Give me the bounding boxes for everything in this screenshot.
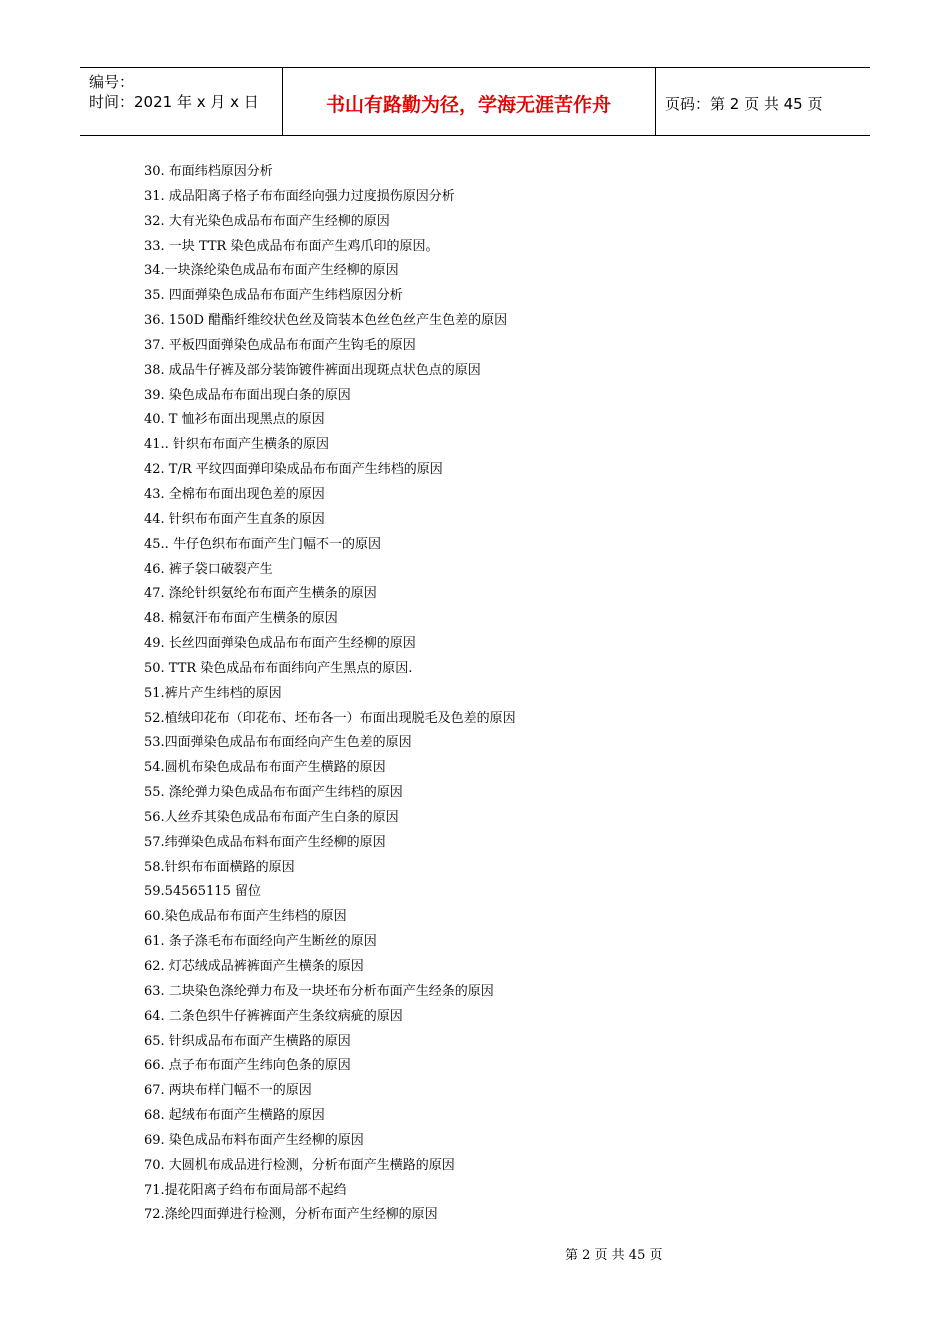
list-item: 57.纬弹染色成品布料布面产生经柳的原因 [144, 834, 386, 850]
list-item: 33. 一块 TTR 染色成品布布面产生鸡爪印的原因。 [144, 238, 439, 254]
list-item: 64. 二条色织牛仔裤裤面产生条纹病疵的原因 [144, 1008, 403, 1024]
list-item: 31. 成品阳离子格子布布面经向强力过度损伤原因分析 [144, 188, 455, 204]
list-item: 32. 大有光染色成品布布面产生经柳的原因 [144, 213, 390, 229]
list-item: 34.一块涤纶染色成品布布面产生经柳的原因 [144, 263, 399, 279]
list-item: 30. 布面纬档原因分析 [144, 164, 273, 179]
list-item: 51.裤片产生纬档的原因 [144, 685, 282, 701]
list-item: 47. 涤纶针织氨纶布布面产生横条的原因 [144, 586, 377, 602]
list-item: 38. 成品牛仔裤及部分装饰镀件裤面出现斑点状色点的原因 [144, 362, 481, 378]
list-item: 46. 裤子袋口破裂产生 [144, 561, 273, 577]
list-item: 56.人丝乔其染色成品布布面产生白条的原因 [144, 809, 399, 825]
list-item: 60.染色成品布布面产生纬档的原因 [144, 909, 347, 925]
list-item: 72.涤纶四面弹进行检测，分析布面产生经柳的原因 [144, 1207, 438, 1223]
list-item: 52.植绒印花布（印花布、坯布各一）布面出现脱毛及色差的原因 [144, 710, 516, 726]
list-item: 39. 染色成品布布面出现白条的原因 [144, 387, 351, 403]
header-info-cell [80, 68, 283, 135]
list-item: 58.针织布布面横路的原因 [144, 859, 295, 875]
list-item: 65. 针织成品布布面产生横路的原因 [144, 1033, 351, 1049]
page-code-text: 页码：第 2 页 共 45 页 [665, 95, 823, 113]
list-item: 40. T 恤衫布面出现黑点的原因 [144, 412, 325, 428]
list-item: 61. 条子涤毛布布面经向产生断丝的原因 [144, 934, 377, 950]
list-item: 37. 平板四面弹染色成品布布面产生钩毛的原因 [144, 337, 416, 353]
list-item: 44. 针织布布面产生直条的原因 [144, 511, 325, 527]
header-page-cell [655, 68, 870, 135]
list-item: 68. 起绒布布面产生横路的原因 [144, 1108, 325, 1124]
date-line: 时间：2021 年 x 月 x 日 [89, 93, 259, 111]
list-item: 45.. 牛仔色织布布面产生门幅不一的原因 [144, 536, 381, 552]
list-item: 70. 大圆机布成品进行检测，分析布面产生横路的原因 [144, 1157, 455, 1173]
header-motto-cell [282, 68, 656, 135]
item-list [144, 160, 516, 1228]
list-item: 43. 全棉布布面出现色差的原因 [144, 486, 325, 502]
motto-text: 书山有路勤为径，学海无涯苦作舟 [325, 94, 611, 116]
list-item: 54.圆机布染色成品布布面产生横路的原因 [144, 760, 386, 776]
page-footer: 第 2 页 共 45 页 [565, 1248, 663, 1263]
list-item: 36. 150D 醋酯纤维绞状色丝及筒装本色丝色丝产生色差的原因 [144, 313, 508, 329]
serial-number-label: 编号： [89, 73, 135, 91]
list-item: 67. 两块布样门幅不一的原因 [144, 1083, 312, 1099]
list-item: 55. 涤纶弹力染色成品布布面产生纬档的原因 [144, 785, 403, 801]
list-item: 71.提花阳离子绉布布面局部不起绉 [144, 1182, 347, 1198]
list-item: 41.. 针织布布面产生横条的原因 [144, 437, 329, 453]
list-item: 48. 棉氨汗布布面产生横条的原因 [144, 611, 338, 627]
list-item: 49. 长丝四面弹染色成品布布面产生经柳的原因 [144, 636, 416, 652]
list-item: 35. 四面弹染色成品布布面产生纬档原因分析 [144, 288, 403, 304]
list-item: 63. 二块染色涤纶弹力布及一块坯布分析布面产生经条的原因 [144, 983, 494, 999]
page-header [80, 67, 870, 136]
list-item: 50. TTR 染色成品布布面纬向产生黑点的原因. [144, 660, 413, 676]
list-item: 69. 染色成品布料布面产生经柳的原因 [144, 1132, 364, 1148]
list-item: 59.54565115 留位 [144, 884, 261, 900]
list-item: 53.四面弹染色成品布布面经向产生色差的原因 [144, 735, 412, 751]
list-item: 62. 灯芯绒成品裤裤面产生横条的原因 [144, 959, 364, 974]
list-item: 42. T/R 平纹四面弹印染成品布布面产生纬档的原因 [144, 462, 443, 478]
list-item: 66. 点子布布面产生纬向色条的原因 [144, 1058, 351, 1074]
